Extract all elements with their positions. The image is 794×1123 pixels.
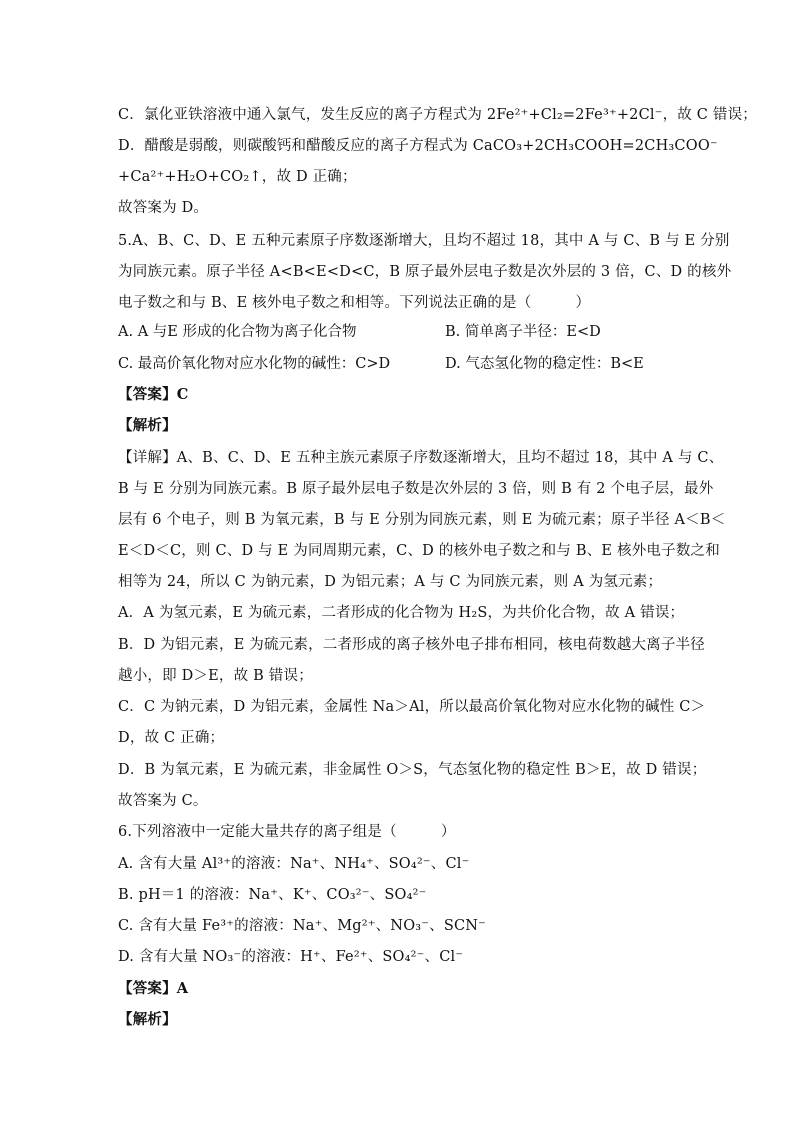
option-d: D. 含有大量 NO₃⁻的溶液：H⁺、Fe²⁺、SO₄²⁻、Cl⁻ (118, 949, 464, 965)
option-c: C. 含有大量 Fe³⁺的溶液：Na⁺、Mg²⁺、NO₃⁻、SCN⁻ (118, 918, 487, 934)
question-5-stem: 电子数之和与 B、E 核外电子数之和相等。下列说法正确的是（ ） (118, 295, 591, 311)
text-line: +Ca²⁺+H₂O+CO₂↑，故 D 正确； (118, 169, 357, 185)
answer-label: 【答案】A (118, 980, 189, 997)
text-line: C．氯化亚铁溶液中通入氯气，发生反应的离子方程式为 2Fe²⁺+Cl₂=2Fe³⁺+2Cl⁻，故 C 错误； (118, 107, 757, 123)
explanation-line: 层有 6 个电子，则 B 为氧元素，B 与 E 分别为同族元素，则 E 为硫元素；原子半径 A＜B＜ (118, 512, 726, 528)
explanation-line: D，故 C 正确； (118, 730, 225, 746)
option-b: B. pH＝1 的溶液：Na⁺、K⁺、CO₃²⁻、SO₄²⁻ (118, 887, 427, 903)
analysis-label: 【解析】 (118, 1011, 177, 1028)
explanation-line: B 与 E 分别为同族元素。B 原子最外层电子数是次外层的 3 倍，则 B 有 2 个电子层，最外 (118, 481, 714, 497)
option-b: B. 简单离子半径：E<D (445, 324, 601, 340)
question-5-stem: 5.A、B、C、D、E 五种元素原子序数逐渐增大，且均不超过 18，其中 A 与 C、B 与 E 分别 (118, 233, 730, 249)
explanation-line: 【详解】A、B、C、D、E 五种主族元素原子序数逐渐增大，且均不超过 18，其中 A 与 C、 (118, 450, 724, 466)
option-d: D. 气态氢化物的稳定性：B<E (445, 356, 644, 372)
text-line: D．醋酸是弱酸，则碳酸钙和醋酸反应的离子方程式为 CaCO₃+2CH₃COOH=2CH₃COO⁻ (118, 138, 718, 154)
answer-label: 【答案】C (118, 386, 189, 403)
option-a: A. A 与E 形成的化合物为离子化合物 (118, 324, 357, 340)
explanation-line: D．B 为氧元素，E 为硫元素，非金属性 O＞S，气态氢化物的稳定性 B＞E，故 D 错误； (118, 762, 707, 778)
question-6-stem: 6.下列溶液中一定能大量共存的离子组是（ ） (118, 824, 456, 840)
explanation-line: 故答案为 C。 (118, 793, 208, 809)
option-c: C. 最高价氧化物对应水化物的碱性：C>D (118, 356, 391, 372)
explanation-line: C．C 为钠元素，D 为铝元素，金属性 Na＞Al，所以最高价氧化物对应水化物的碱性 C＞ (118, 699, 706, 715)
question-5-stem: 为同族元素。原子半径 A<B<E<D<C，B 原子最外层电子数是次外层的 3 倍，C、D 的核外 (118, 264, 732, 280)
option-a: A. 含有大量 Al³⁺的溶液：Na⁺、NH₄⁺、SO₄²⁻、Cl⁻ (118, 856, 470, 872)
analysis-label: 【解析】 (118, 417, 177, 434)
explanation-line: 越小，即 D＞E，故 B 错误； (118, 668, 313, 684)
explanation-line: 相等为 24，所以 C 为钠元素，D 为铝元素；A 与 C 为同族元素，则 A 为氢元素； (118, 574, 663, 590)
explanation-line: E＜D＜C，则 C、D 与 E 为同周期元素，C、D 的核外电子数之和与 B、E 核外电子数之和 (118, 543, 720, 559)
explanation-line: B．D 为铝元素，E 为硫元素，二者形成的离子核外电子排布相同，核电荷数越大离子半径 (118, 637, 705, 653)
explanation-line: A．A 为氢元素，E 为硫元素，二者形成的化合物为 H₂S，为共价化合物，故 A 错误； (118, 605, 685, 621)
text-line: 故答案为 D。 (118, 200, 209, 216)
